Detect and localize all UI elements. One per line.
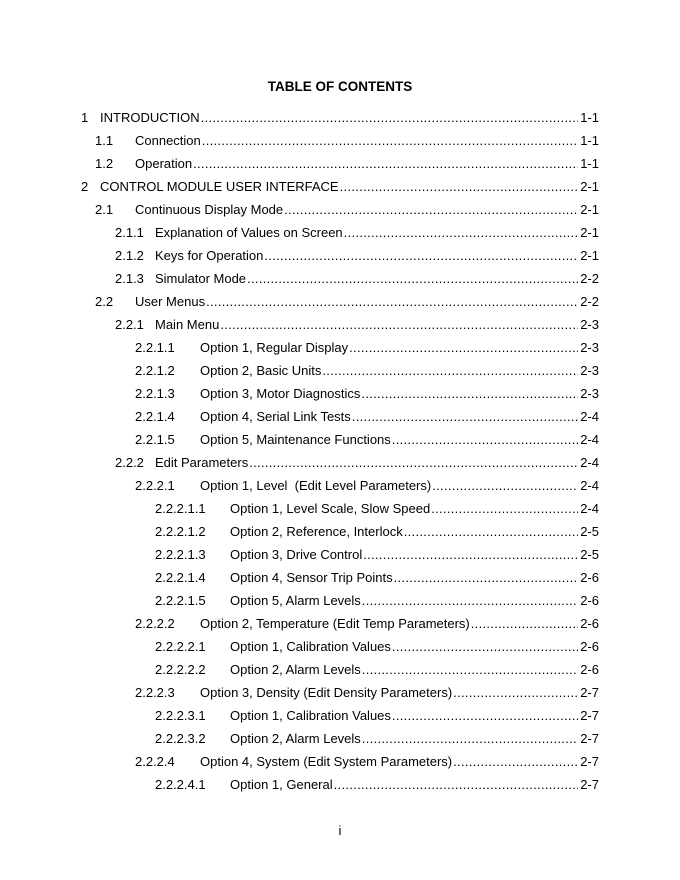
dot-leader — [322, 362, 578, 380]
dot-leader — [453, 684, 578, 702]
toc-entry-number: 2.2.1.5 — [135, 432, 175, 447]
dot-leader — [362, 592, 578, 610]
toc-entry-page: 2-6 — [580, 662, 599, 677]
toc-entry-page: 2-6 — [580, 593, 599, 608]
toc-entry-2-2-2-4[interactable] — [135, 753, 599, 771]
toc-entry-number: 2.2.2 — [115, 455, 144, 470]
toc-entry-page: 2-1 — [580, 202, 599, 217]
toc-entry-label: Option 2, Basic Units — [200, 363, 322, 378]
toc-entry-2-2-1-1[interactable] — [135, 339, 599, 357]
dot-leader — [431, 500, 578, 518]
toc-entry-label: Option 4, Sensor Trip Points — [230, 570, 393, 585]
dot-leader — [284, 201, 578, 219]
toc-entry-page: 2-7 — [580, 685, 599, 700]
toc-entry-number: 1.2 — [95, 156, 114, 171]
toc-entry-2-2-1-4[interactable] — [135, 408, 599, 426]
toc-entry-label: Option 2, Temperature (Edit Temp Parameters) — [200, 616, 470, 631]
toc-entry-label: Explanation of Values on Screen — [155, 225, 343, 240]
toc-entry-label: Option 3, Motor Diagnostics — [200, 386, 361, 401]
toc-entry-label: Option 2, Alarm Levels — [230, 662, 361, 677]
toc-entry-2-2-1-3[interactable] — [135, 385, 599, 403]
toc-entry-page: 2-7 — [580, 777, 599, 792]
toc-entry-2-2-2-1[interactable] — [135, 477, 599, 495]
toc-entry-page: 1-1 — [580, 133, 599, 148]
toc-entry-2-1-3[interactable] — [115, 270, 599, 288]
toc-entry-number: 2.2.2.1.3 — [155, 547, 206, 562]
toc-entry-page: 2-3 — [580, 363, 599, 378]
toc-entry-number: 2.2.2.4 — [135, 754, 175, 769]
toc-entry-number: 2.2.2.3.2 — [155, 731, 206, 746]
dot-leader — [392, 431, 578, 449]
toc-entry-label: User Menus — [135, 294, 206, 309]
toc-entry-label: Option 5, Alarm Levels — [230, 593, 361, 608]
dot-leader — [344, 224, 579, 242]
toc-entry-page: 2-6 — [580, 570, 599, 585]
toc-entry-2-2-2-3-1[interactable] — [155, 707, 599, 725]
toc-entry-2-2-1-5[interactable] — [135, 431, 599, 449]
toc-entry-label: Option 1, General — [230, 777, 333, 792]
toc-entry-2-2-2-2-1[interactable] — [155, 638, 599, 656]
toc-entry-page: 2-6 — [580, 616, 599, 631]
page-title: TABLE OF CONTENTS — [267, 79, 413, 94]
toc-entry-label: Option 1, Regular Display — [200, 340, 349, 355]
dot-leader — [220, 316, 578, 334]
dot-leader — [264, 247, 578, 265]
toc-entry-number: 2.2.2.2.2 — [155, 662, 206, 677]
toc-entry-number: 2.2.1.1 — [135, 340, 175, 355]
toc-entry-number: 2.2.2.1.2 — [155, 524, 206, 539]
toc-entry-label: Option 1, Calibration Values — [230, 708, 391, 723]
toc-entry-page: 2-1 — [580, 248, 599, 263]
toc-entry-page: 2-4 — [580, 432, 599, 447]
dot-leader — [471, 615, 578, 633]
toc-entry-label: Simulator Mode — [155, 271, 247, 286]
toc-entry-page: 2-7 — [580, 754, 599, 769]
toc-entry-page: 1-1 — [580, 110, 599, 125]
toc-entry-number: 2.2.1 — [115, 317, 144, 332]
dot-leader — [363, 546, 578, 564]
toc-entry-page: 2-4 — [580, 478, 599, 493]
toc-entry-number: 2.2.2.2 — [135, 616, 175, 631]
toc-entry-page: 1-1 — [580, 156, 599, 171]
toc-entry-2-2-1-2[interactable] — [135, 362, 599, 380]
toc-entry-2-2-2-1-2[interactable] — [155, 523, 599, 541]
dot-leader — [193, 155, 578, 173]
toc-entry-label: Option 1, Calibration Values — [230, 639, 391, 654]
toc-entry-page: 2-5 — [580, 524, 599, 539]
toc-entry-2-2-2[interactable] — [115, 454, 599, 472]
toc-entry-label: Edit Parameters — [155, 455, 249, 470]
page-number: i — [338, 823, 342, 838]
toc-entry-page: 2-3 — [580, 386, 599, 401]
toc-entry-2-2-2-2-2[interactable] — [155, 661, 599, 679]
dot-leader — [361, 385, 578, 403]
toc-entry-page: 2-4 — [580, 409, 599, 424]
toc-entry-number: 2.2 — [95, 294, 114, 309]
toc-entry-number: 2.1.3 — [115, 271, 144, 286]
toc-entry-2-2-2-3[interactable] — [135, 684, 599, 702]
toc-entry-number: 2.2.1.4 — [135, 409, 175, 424]
toc-entry-number: 2.2.2.3 — [135, 685, 175, 700]
toc-entry-page: 2-3 — [580, 317, 599, 332]
toc-entry-page: 2-1 — [580, 225, 599, 240]
toc-entry-label: Operation — [135, 156, 193, 171]
toc-entry-number: 2.2.2.1.1 — [155, 501, 206, 516]
toc-entry-2-1-2[interactable] — [115, 247, 599, 265]
toc-entry-label: Option 3, Drive Control — [230, 547, 363, 562]
toc-entry-1-1[interactable] — [95, 132, 599, 150]
toc-entry-label: INTRODUCTION — [100, 110, 200, 125]
toc-entry-page: 2-1 — [580, 179, 599, 194]
dot-leader — [453, 753, 578, 771]
toc-entry-2-1-1[interactable] — [115, 224, 599, 242]
toc-entry-number: 2.2.2.1.4 — [155, 570, 206, 585]
dot-leader — [349, 339, 578, 357]
toc-entry-2-2-2-2[interactable] — [135, 615, 599, 633]
toc-entry-number: 2.2.1.2 — [135, 363, 175, 378]
toc-entry-page: 2-7 — [580, 731, 599, 746]
toc-entry-label: Main Menu — [155, 317, 220, 332]
dot-leader — [362, 730, 578, 748]
toc-entry-2-2-2-1-3[interactable] — [155, 546, 599, 564]
toc-entry-page: 2-5 — [580, 547, 599, 562]
toc-entry-number: 2.2.2.1 — [135, 478, 175, 493]
dot-leader — [334, 776, 579, 794]
dot-leader — [249, 454, 578, 472]
dot-leader — [432, 477, 578, 495]
toc-entry-label: Option 4, System (Edit System Parameters) — [200, 754, 453, 769]
dot-leader — [392, 638, 578, 656]
toc-entry-2-2-2-1-4[interactable] — [155, 569, 599, 587]
toc-entry-page: 2-4 — [580, 501, 599, 516]
toc-entry-2-2[interactable] — [95, 293, 599, 311]
toc-entry-page: 2-2 — [580, 294, 599, 309]
toc-entry-number: 2.2.2.1.5 — [155, 593, 206, 608]
toc-entry-number: 2.1.1 — [115, 225, 144, 240]
toc-entry-2-2-2-4-1[interactable] — [155, 776, 599, 794]
toc-entry-label: Option 2, Reference, Interlock — [230, 524, 403, 539]
toc-entry-number: 1.1 — [95, 133, 114, 148]
toc-entry-page: 2-4 — [580, 455, 599, 470]
dot-leader — [340, 178, 579, 196]
toc-entry-2[interactable] — [81, 178, 599, 196]
toc-entry-number: 2.1.2 — [115, 248, 144, 263]
dot-leader — [247, 270, 578, 288]
toc-entry-number: 2.2.2.2.1 — [155, 639, 206, 654]
toc-entry-page: 2-7 — [580, 708, 599, 723]
toc-entry-label: Option 1, Level (Edit Level Parameters) — [200, 478, 432, 493]
toc-entry-2-1[interactable] — [95, 201, 599, 219]
toc-entry-label: Keys for Operation — [155, 248, 264, 263]
dot-leader — [352, 408, 578, 426]
toc-entry-label: Option 3, Density (Edit Density Parameters) — [200, 685, 453, 700]
toc-entry-2-2-2-1-1[interactable] — [155, 500, 599, 518]
toc-entry-label: Continuous Display Mode — [135, 202, 284, 217]
toc-entry-page: 2-6 — [580, 639, 599, 654]
toc-entry-page: 2-3 — [580, 340, 599, 355]
dot-leader — [404, 523, 579, 541]
toc-entry-2-2-2-1-5[interactable] — [155, 592, 599, 610]
dot-leader — [201, 109, 579, 127]
dot-leader — [394, 569, 579, 587]
toc-entry-number: 2.2.2.3.1 — [155, 708, 206, 723]
toc-entry-number: 2.1 — [95, 202, 114, 217]
toc-entry-label: Connection — [135, 133, 201, 148]
toc-entry-label: CONTROL MODULE USER INTERFACE — [100, 179, 339, 194]
toc-entry-label: Option 4, Serial Link Tests — [200, 409, 351, 424]
toc-entry-number: 2.2.1.3 — [135, 386, 175, 401]
toc-entry-1-2[interactable] — [95, 155, 599, 173]
toc-entry-1[interactable] — [81, 109, 599, 127]
toc-entry-number: 2.2.2.4.1 — [155, 777, 206, 792]
dot-leader — [202, 132, 578, 150]
dot-leader — [206, 293, 578, 311]
toc-entry-number: 1 — [81, 110, 89, 125]
toc-entry-2-2-1[interactable] — [115, 316, 599, 334]
toc-entry-label: Option 2, Alarm Levels — [230, 731, 361, 746]
toc-entry-number: 2 — [81, 179, 89, 194]
toc-entry-2-2-2-3-2[interactable] — [155, 730, 599, 748]
toc-entry-label: Option 5, Maintenance Functions — [200, 432, 391, 447]
dot-leader — [362, 661, 578, 679]
dot-leader — [392, 707, 578, 725]
toc-entry-page: 2-2 — [580, 271, 599, 286]
toc-entry-label: Option 1, Level Scale, Slow Speed — [230, 501, 431, 516]
